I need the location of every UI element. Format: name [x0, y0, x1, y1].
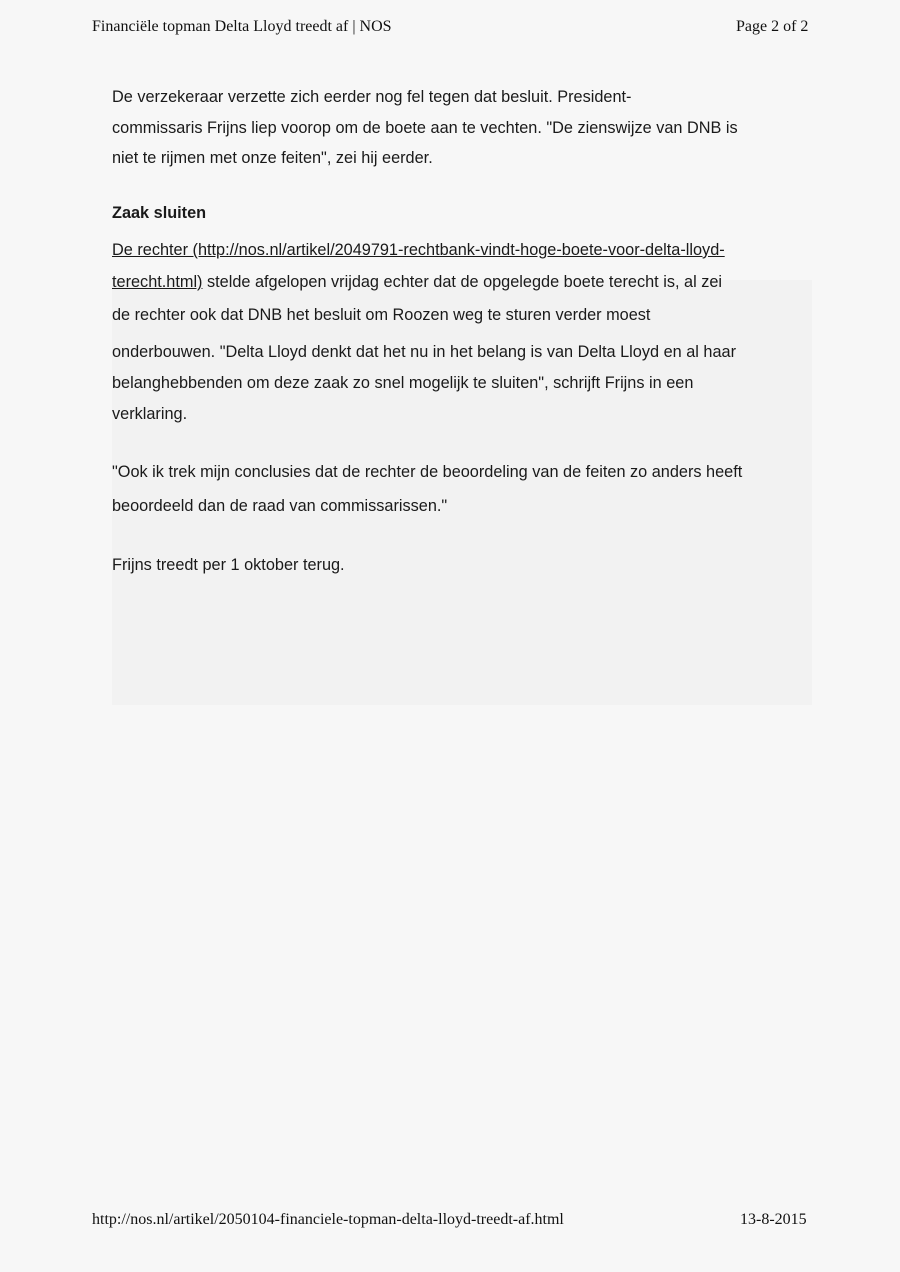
article-link-continued[interactable]: terecht.html) [112, 273, 203, 291]
paragraph-line: "Ook ik trek mijn conclusies dat de rechter de beoordeling van de feiten zo anders heeft [112, 463, 743, 481]
paragraph-line: onderbouwen. "Delta Lloyd denkt dat het nu in het belang is van Delta Lloyd en al haar [112, 343, 736, 361]
paragraph-line: verklaring. [112, 405, 188, 423]
paragraph-line: niet te rijmen met onze feiten", zei hij eerder. [112, 149, 433, 167]
paragraph-line: commissaris Frijns liep voorop om de boete aan te vechten. "De zienswijze van DNB is [112, 119, 738, 137]
header-title: Financiële topman Delta Lloyd treedt af | NOS [92, 18, 392, 35]
paragraph-line: De verzekeraar verzette zich eerder nog fel tegen dat besluit. President- [112, 88, 632, 106]
footer-url: http://nos.nl/artikel/2050104-financiele-topman-delta-lloyd-treedt-af.html [92, 1211, 564, 1228]
section-heading: Zaak sluiten [112, 204, 207, 222]
paragraph-line: belanghebbenden om deze zaak zo snel mogelijk te sluiten", schrijft Frijns in een [112, 374, 694, 392]
page-number: Page 2 of 2 [736, 18, 809, 35]
paragraph-line: de rechter ook dat DNB het besluit om Roozen weg te sturen verder moest [112, 306, 651, 324]
paragraph-line: beoordeeld dan de raad van commissarissen." [112, 497, 448, 515]
article-link[interactable]: De rechter (http://nos.nl/artikel/2049791-rechtbank-vindt-hoge-boete-voor-delta-lloyd- [112, 241, 725, 259]
paragraph-text: stelde afgelopen vrijdag echter dat de opgelegde boete terecht is, al zei [202, 273, 723, 291]
paragraph-line: Frijns treedt per 1 oktober terug. [112, 556, 345, 574]
footer-date: 13-8-2015 [740, 1211, 807, 1228]
